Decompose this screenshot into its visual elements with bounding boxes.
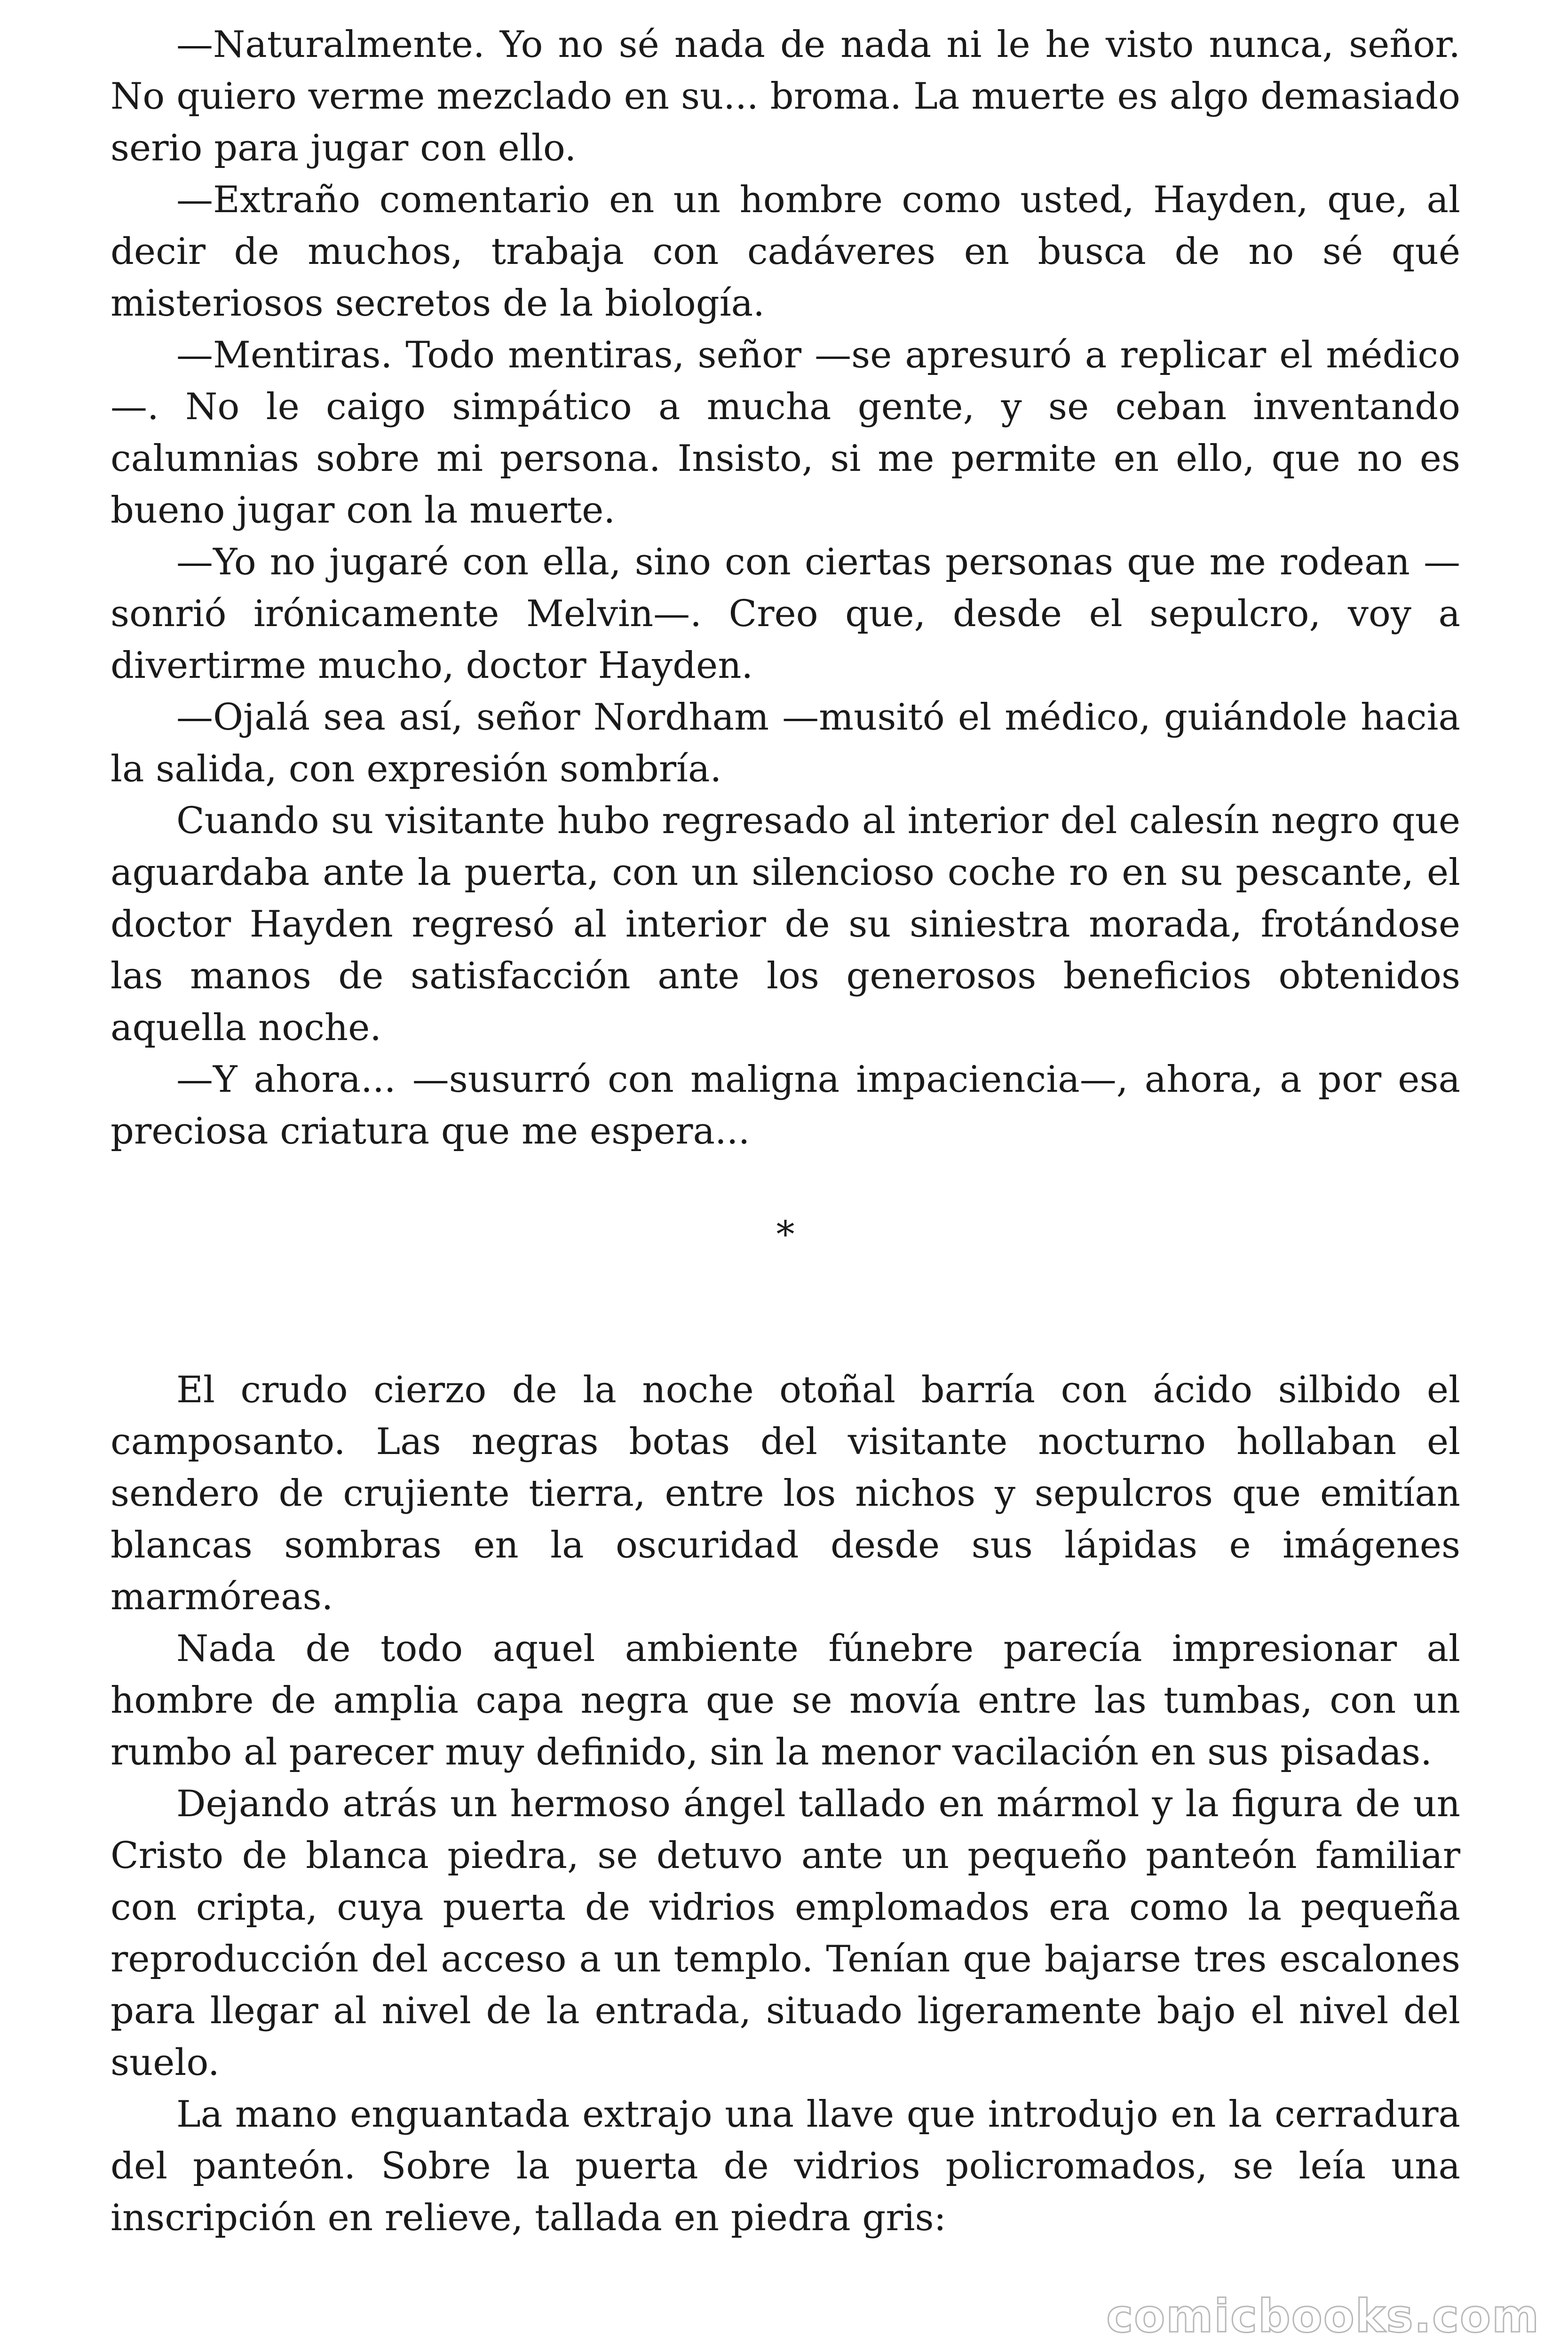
watermark-logo: comicbooks.com	[1106, 2290, 1540, 2343]
paragraph: —Naturalmente. Yo no sé nada de nada ni le he visto nunca, señor. No quiero verme mezclado en su... broma. La muerte es algo demasiado serio para jugar con ello.	[111, 24, 1460, 169]
paragraph: Cuando su visitante hubo regresado al interior del calesín negro que aguardaba ante la puerta, con un silencioso coche ro en su pescante, el doctor Hayden regresó al interior de su siniestra morada, frotándose las manos de satisfacción ante los generosos beneficios obtenidos aquella noche.	[111, 800, 1460, 1049]
paragraph: La mano enguantada extrajo una llave que introdujo en la cerradura del panteón. Sobre la puerta de vidrios policromados, se leía una inscripción en relieve, tallada en piedra gris:	[111, 2093, 1460, 2239]
paragraph: —Extraño comentario en un hombre como usted, Hayden, que, al decir de muchos, trabaja con cadáveres en busca de no sé qué misteriosos secretos de la biología.	[111, 179, 1460, 325]
paragraph: El crudo cierzo de la noche otoñal barría con ácido silbido el camposanto. Las negras botas del visitante nocturno hollaban el sendero de crujiente tierra, entre los nichos y sepulcros que emitían blancas sombras en la oscuridad desde sus lápidas e imágenes marmóreas.	[111, 1369, 1460, 1618]
paragraph: Dejando atrás un hermoso ángel tallado en mármol y la figura de un Cristo de blanca piedra, se detuvo ante un pequeño panteón familiar con cripta, cuya puerta de vidrios emplomados era como la pequeña reproducción del acceso a un templo. Tenían que bajarse tres escalones para llegar al nivel de la entrada, situado ligeramente bajo el nivel del suelo.	[111, 1783, 1460, 2084]
section-break: *	[776, 1214, 795, 1256]
paragraph: Nada de todo aquel ambiente fúnebre parecía impresionar al hombre de amplia capa negra que se movía entre las tumbas, con un rumbo al parecer muy definido, sin la menor vacilación en sus pisadas.	[111, 1628, 1460, 1773]
paragraph: —Yo no jugaré con ella, sino con ciertas personas que me rodean —sonrió irónicamente Melvin—. Creo que, desde el sepulcro, voy a divertirme mucho, doctor Hayden.	[111, 541, 1460, 687]
paragraph: —Mentiras. Todo mentiras, señor —se apresuró a replicar el médico—. No le caigo simpático a mucha gente, y se ceban inventando calumnias sobre mi persona. Insisto, si me permite en ello, que no es bueno jugar con la muerte.	[111, 334, 1460, 532]
document-page	[111, 19, 1460, 2244]
paragraph: —Ojalá sea así, señor Nordham —musitó el médico, guiándole hacia la salida, con expresión sombría.	[111, 696, 1460, 790]
paragraph: —Y ahora... —susurró con maligna impaciencia—, ahora, a por esa preciosa criatura que me espera...	[111, 1058, 1460, 1152]
